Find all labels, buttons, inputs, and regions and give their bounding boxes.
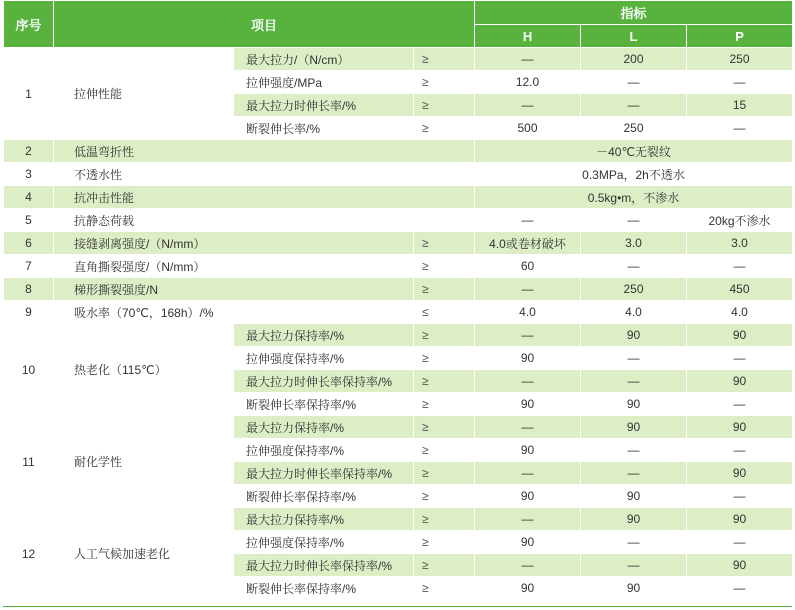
- value-h: —: [475, 94, 581, 117]
- value-l: 200: [581, 48, 687, 71]
- header-h: H: [475, 25, 581, 48]
- value-h: 12.0: [475, 71, 581, 94]
- sub-item-label: 断裂伸长率保持率/%: [234, 393, 414, 416]
- table-row: [4, 508, 793, 531]
- value-p: —: [687, 393, 793, 416]
- sub-item-label: 拉伸强度保持率/%: [234, 531, 414, 554]
- header-item: 项目: [54, 1, 475, 48]
- value-h: —: [475, 508, 581, 531]
- header-p: P: [687, 25, 793, 48]
- row-number: 5: [4, 209, 54, 232]
- value-h: 500: [475, 117, 581, 140]
- operator: ≥: [414, 462, 475, 485]
- table-row: [4, 301, 793, 324]
- operator: ≥: [414, 71, 475, 94]
- value-p: —: [687, 577, 793, 600]
- value-l: —: [581, 531, 687, 554]
- value-p: 4.0: [687, 301, 793, 324]
- value-l: 4.0: [581, 301, 687, 324]
- row-item-name: 热老化（115℃）: [54, 324, 234, 416]
- spec-table: [3, 0, 793, 600]
- row-item-name: 耐化学性: [54, 416, 234, 508]
- row-item-name: 直角撕裂强度/（N/mm）: [54, 255, 414, 278]
- sub-item-label: 最大拉力保持率/%: [234, 324, 414, 347]
- row-number: 6: [4, 232, 54, 255]
- value-h: —: [475, 462, 581, 485]
- value-h: —: [475, 554, 581, 577]
- value-p: 15: [687, 94, 793, 117]
- value-l: 3.0: [581, 232, 687, 255]
- operator: ≥: [414, 416, 475, 439]
- value-l: —: [581, 71, 687, 94]
- table-row: [4, 48, 793, 71]
- value-l: 250: [581, 278, 687, 301]
- value-h: —: [475, 370, 581, 393]
- value-span: －40℃无裂纹: [475, 140, 793, 163]
- value-p: —: [687, 117, 793, 140]
- sub-item-label: 最大拉力保持率/%: [234, 508, 414, 531]
- operator: ≥: [414, 554, 475, 577]
- value-p: 20kg不渗水: [687, 209, 793, 232]
- value-l: 90: [581, 324, 687, 347]
- row-item-name: 吸水率（70℃，168h）/%: [54, 301, 414, 324]
- row-number: 1: [4, 48, 54, 140]
- value-p: —: [687, 255, 793, 278]
- value-l: —: [581, 370, 687, 393]
- table-row: [4, 324, 793, 347]
- value-p: —: [687, 485, 793, 508]
- operator: ≥: [414, 439, 475, 462]
- header-index: 指标: [475, 1, 793, 25]
- value-h: 4.0: [475, 301, 581, 324]
- value-l: 90: [581, 393, 687, 416]
- table-row: [4, 278, 793, 301]
- value-p: —: [687, 531, 793, 554]
- operator: ≥: [414, 232, 475, 255]
- sub-item-label: 最大拉力时伸长率保持率/%: [234, 370, 414, 393]
- row-item-name: 接缝剥离强度/（N/mm）: [54, 232, 414, 255]
- operator: ≥: [414, 531, 475, 554]
- operator: ≥: [414, 393, 475, 416]
- value-h: 90: [475, 439, 581, 462]
- operator: ≤: [414, 301, 475, 324]
- value-l: —: [581, 554, 687, 577]
- value-p: 90: [687, 462, 793, 485]
- operator: ≥: [414, 370, 475, 393]
- value-l: —: [581, 209, 687, 232]
- operator: ≥: [414, 347, 475, 370]
- row-number: 9: [4, 301, 54, 324]
- value-l: 90: [581, 577, 687, 600]
- table-row: [4, 186, 793, 209]
- value-p: 3.0: [687, 232, 793, 255]
- value-h: 60: [475, 255, 581, 278]
- value-l: 90: [581, 508, 687, 531]
- table-row: [4, 232, 793, 255]
- value-h: —: [475, 416, 581, 439]
- value-h: —: [475, 324, 581, 347]
- sub-item-label: 最大拉力保持率/%: [234, 416, 414, 439]
- sub-item-label: 最大拉力时伸长率保持率/%: [234, 554, 414, 577]
- row-number: 8: [4, 278, 54, 301]
- sub-item-label: 拉伸强度保持率/%: [234, 439, 414, 462]
- row-item-name: 不透水性: [54, 163, 475, 186]
- value-p: 250: [687, 48, 793, 71]
- value-p: 90: [687, 370, 793, 393]
- value-span: 0.3MPa，2h不透水: [475, 163, 793, 186]
- value-p: 90: [687, 324, 793, 347]
- operator: ≥: [414, 278, 475, 301]
- row-number: 11: [4, 416, 54, 508]
- operator: ≥: [414, 324, 475, 347]
- value-p: 450: [687, 278, 793, 301]
- value-l: —: [581, 439, 687, 462]
- sub-item-label: 最大拉力/（N/cm）: [234, 48, 414, 71]
- row-item-name: 梯形撕裂强度/N: [54, 278, 414, 301]
- row-number: 3: [4, 163, 54, 186]
- table-row: [4, 416, 793, 439]
- value-h: 90: [475, 347, 581, 370]
- operator: ≥: [414, 508, 475, 531]
- table-row: [4, 255, 793, 278]
- sub-item-label: 断裂伸长率保持率/%: [234, 577, 414, 600]
- row-item-name: 低温弯折性: [54, 140, 475, 163]
- row-number: 12: [4, 508, 54, 600]
- table-row: [4, 140, 793, 163]
- value-l: 90: [581, 416, 687, 439]
- value-l: —: [581, 462, 687, 485]
- value-h: —: [475, 209, 581, 232]
- value-l: —: [581, 94, 687, 117]
- value-span: 0.5kg•m，不渗水: [475, 186, 793, 209]
- value-p: 90: [687, 554, 793, 577]
- value-p: —: [687, 71, 793, 94]
- row-item-name: 人工气候加速老化: [54, 508, 234, 600]
- sub-item-label: 最大拉力时伸长率/%: [234, 94, 414, 117]
- operator: ≥: [414, 48, 475, 71]
- value-p: 90: [687, 508, 793, 531]
- table-bottom-border: [3, 606, 792, 607]
- sub-item-label: 断裂伸长率保持率/%: [234, 485, 414, 508]
- value-l: —: [581, 347, 687, 370]
- operator: ≥: [414, 255, 475, 278]
- value-p: 90: [687, 416, 793, 439]
- row-item-name: 抗冲击性能: [54, 186, 475, 209]
- row-number: 10: [4, 324, 54, 416]
- row-item-name: 抗静态荷载: [54, 209, 475, 232]
- value-h: 90: [475, 485, 581, 508]
- value-l: —: [581, 255, 687, 278]
- value-l: 90: [581, 485, 687, 508]
- value-p: —: [687, 347, 793, 370]
- value-h: 90: [475, 393, 581, 416]
- value-h: —: [475, 48, 581, 71]
- value-h: 4.0或卷材破坏: [475, 232, 581, 255]
- sub-item-label: 拉伸强度/MPa: [234, 71, 414, 94]
- table-row: [4, 163, 793, 186]
- operator: ≥: [414, 117, 475, 140]
- header-seq: 序号: [4, 1, 54, 48]
- operator: ≥: [414, 485, 475, 508]
- row-number: 7: [4, 255, 54, 278]
- value-p: —: [687, 439, 793, 462]
- value-h: —: [475, 278, 581, 301]
- header-l: L: [581, 25, 687, 48]
- operator: ≥: [414, 577, 475, 600]
- row-number: 2: [4, 140, 54, 163]
- table-row: [4, 209, 793, 232]
- operator: ≥: [414, 94, 475, 117]
- sub-item-label: 最大拉力时伸长率保持率/%: [234, 462, 414, 485]
- value-h: 90: [475, 577, 581, 600]
- value-h: 90: [475, 531, 581, 554]
- sub-item-label: 断裂伸长率/%: [234, 117, 414, 140]
- sub-item-label: 拉伸强度保持率/%: [234, 347, 414, 370]
- value-l: 250: [581, 117, 687, 140]
- row-number: 4: [4, 186, 54, 209]
- row-item-name: 拉伸性能: [54, 48, 234, 140]
